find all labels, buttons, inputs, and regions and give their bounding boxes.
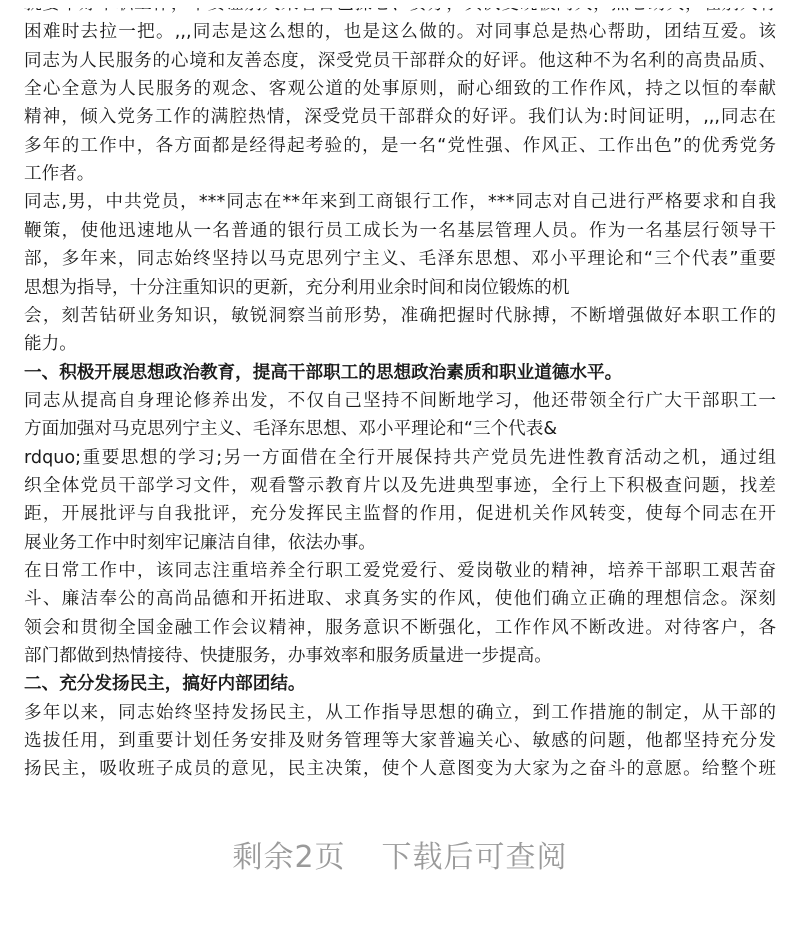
paragraph-line: 选拔任用，到重要计划任务安排及财务管理等大家普遍关心、敏感的问题，他都坚持充分发 <box>24 731 776 752</box>
paragraph-line: 斗、廉洁奉公的高尚品德和开拓进取、求真务实的作风，使他们确立正确的理想信念。深刻 <box>24 589 776 610</box>
paragraph-line: 展业务工作中时刻牢记廉洁自律，依法办事。 <box>24 532 376 553</box>
paragraph-line: 能力。 <box>24 334 77 355</box>
download-hint-label: 下载后可查阅 <box>381 840 568 875</box>
paragraph-line: 思想为指导，十分注重知识的更新，充分利用业余时间和岗位锻炼的机 <box>24 277 570 298</box>
section-heading: 一、积极开展思想政治教育，提高干部职工的思想政治素质和职业道德水平。 <box>24 362 623 383</box>
paragraph-line: 会，刻苦钻研业务知识，敏锐洞察当前形势，准确把握时代脉搏，不断增强做好本职工作的 <box>24 305 776 326</box>
remaining-pages-label: 剩余2页 <box>232 840 346 875</box>
paragraph-line: 同志为人民服务的心境和友善态度，深受党员干部群众的好评。他这种不为名利的高贵品质、 <box>24 50 776 71</box>
paragraph-line: rdquo;重要思想的学习;另一方面借在全行开展保持共产党员先进性教育活动之机，通过组 <box>24 447 776 468</box>
paragraph-line: 同志,男，中共党员，***同志在**年来到工商银行工作，***同志对自己进行严格要求和自我 <box>24 192 776 213</box>
section-heading: 二、充分发扬民主，搞好内部团结。 <box>24 674 306 695</box>
paragraph-line: 全心全意为人民服务的观念、客观公道的处事原则，耐心细致的工作作风，持之以恒的奉献 <box>24 79 776 100</box>
paragraph-line: 多年的工作中，各方面都是经得起考验的，是一名“党性强、作风正、工作出色”的优秀党务 <box>24 135 776 156</box>
paragraph-line: 织全体党员干部学习文件，观看警示教育片以及先进典型事迹，全行上下积极查问题，找差 <box>24 475 776 496</box>
paragraph-line: 方面加强对马克思列宁主义、毛泽东思想、邓小平理论和“三个代表& <box>24 419 558 440</box>
paragraph-line: 困难时去拉一把。,,,同志是这么想的，也是这么做的。对同事总是热心帮助，团结互爱。该 <box>24 22 776 43</box>
paragraph-line: 工作者。 <box>24 164 95 185</box>
paragraph-line: 领会和贯彻全国金融工作会议精神，服务意识不断强化，工作作风不断改进。对待客户，各 <box>24 617 776 638</box>
paragraph-line: 在日常工作中，该同志注重培养全行职工爱党爱行、爱岗敬业的精神，培养干部职工艰苦奋 <box>24 561 776 581</box>
paragraph-line: 部门都做到热情接待、快捷服务，办事效率和服务质量进一步提高。 <box>24 646 552 667</box>
paragraph-line: 距，开展批评与自我批评，充分发挥民主监督的作用，促进机关作风转变，使每个同志在开 <box>24 504 776 525</box>
download-prompt[interactable] <box>0 832 800 876</box>
paragraph-line: 部，多年来，同志始终坚持以马克思列宁主义、毛泽东思想、邓小平理论和“三个代表”重要 <box>24 249 776 270</box>
paragraph-line: 同志从提高自身理论修养出发，不仅自己坚持不间断地学习，他还带领全行广大干部职工一 <box>24 390 776 411</box>
paragraph-line: 精神，倾入党务工作的满腔热情，深受党员干部群众的好评。我们认为:时间证明，,,,同志在 <box>24 107 776 128</box>
paragraph-line: 扬民主，吸收班子成员的意见，民主决策，使个人意图变为大家为之奋斗的意愿。给整个班 <box>24 759 776 780</box>
paragraph-line: 鞭策，使他迅速地从一名普通的银行员工成长为一名基层管理人员。作为一名基层行领导干 <box>24 220 776 241</box>
paragraph-line: 多年以来，同志始终坚持发扬民主，从工作指导思想的确立，到工作措施的制定，从干部的 <box>24 702 776 723</box>
top-clip <box>0 0 800 8</box>
